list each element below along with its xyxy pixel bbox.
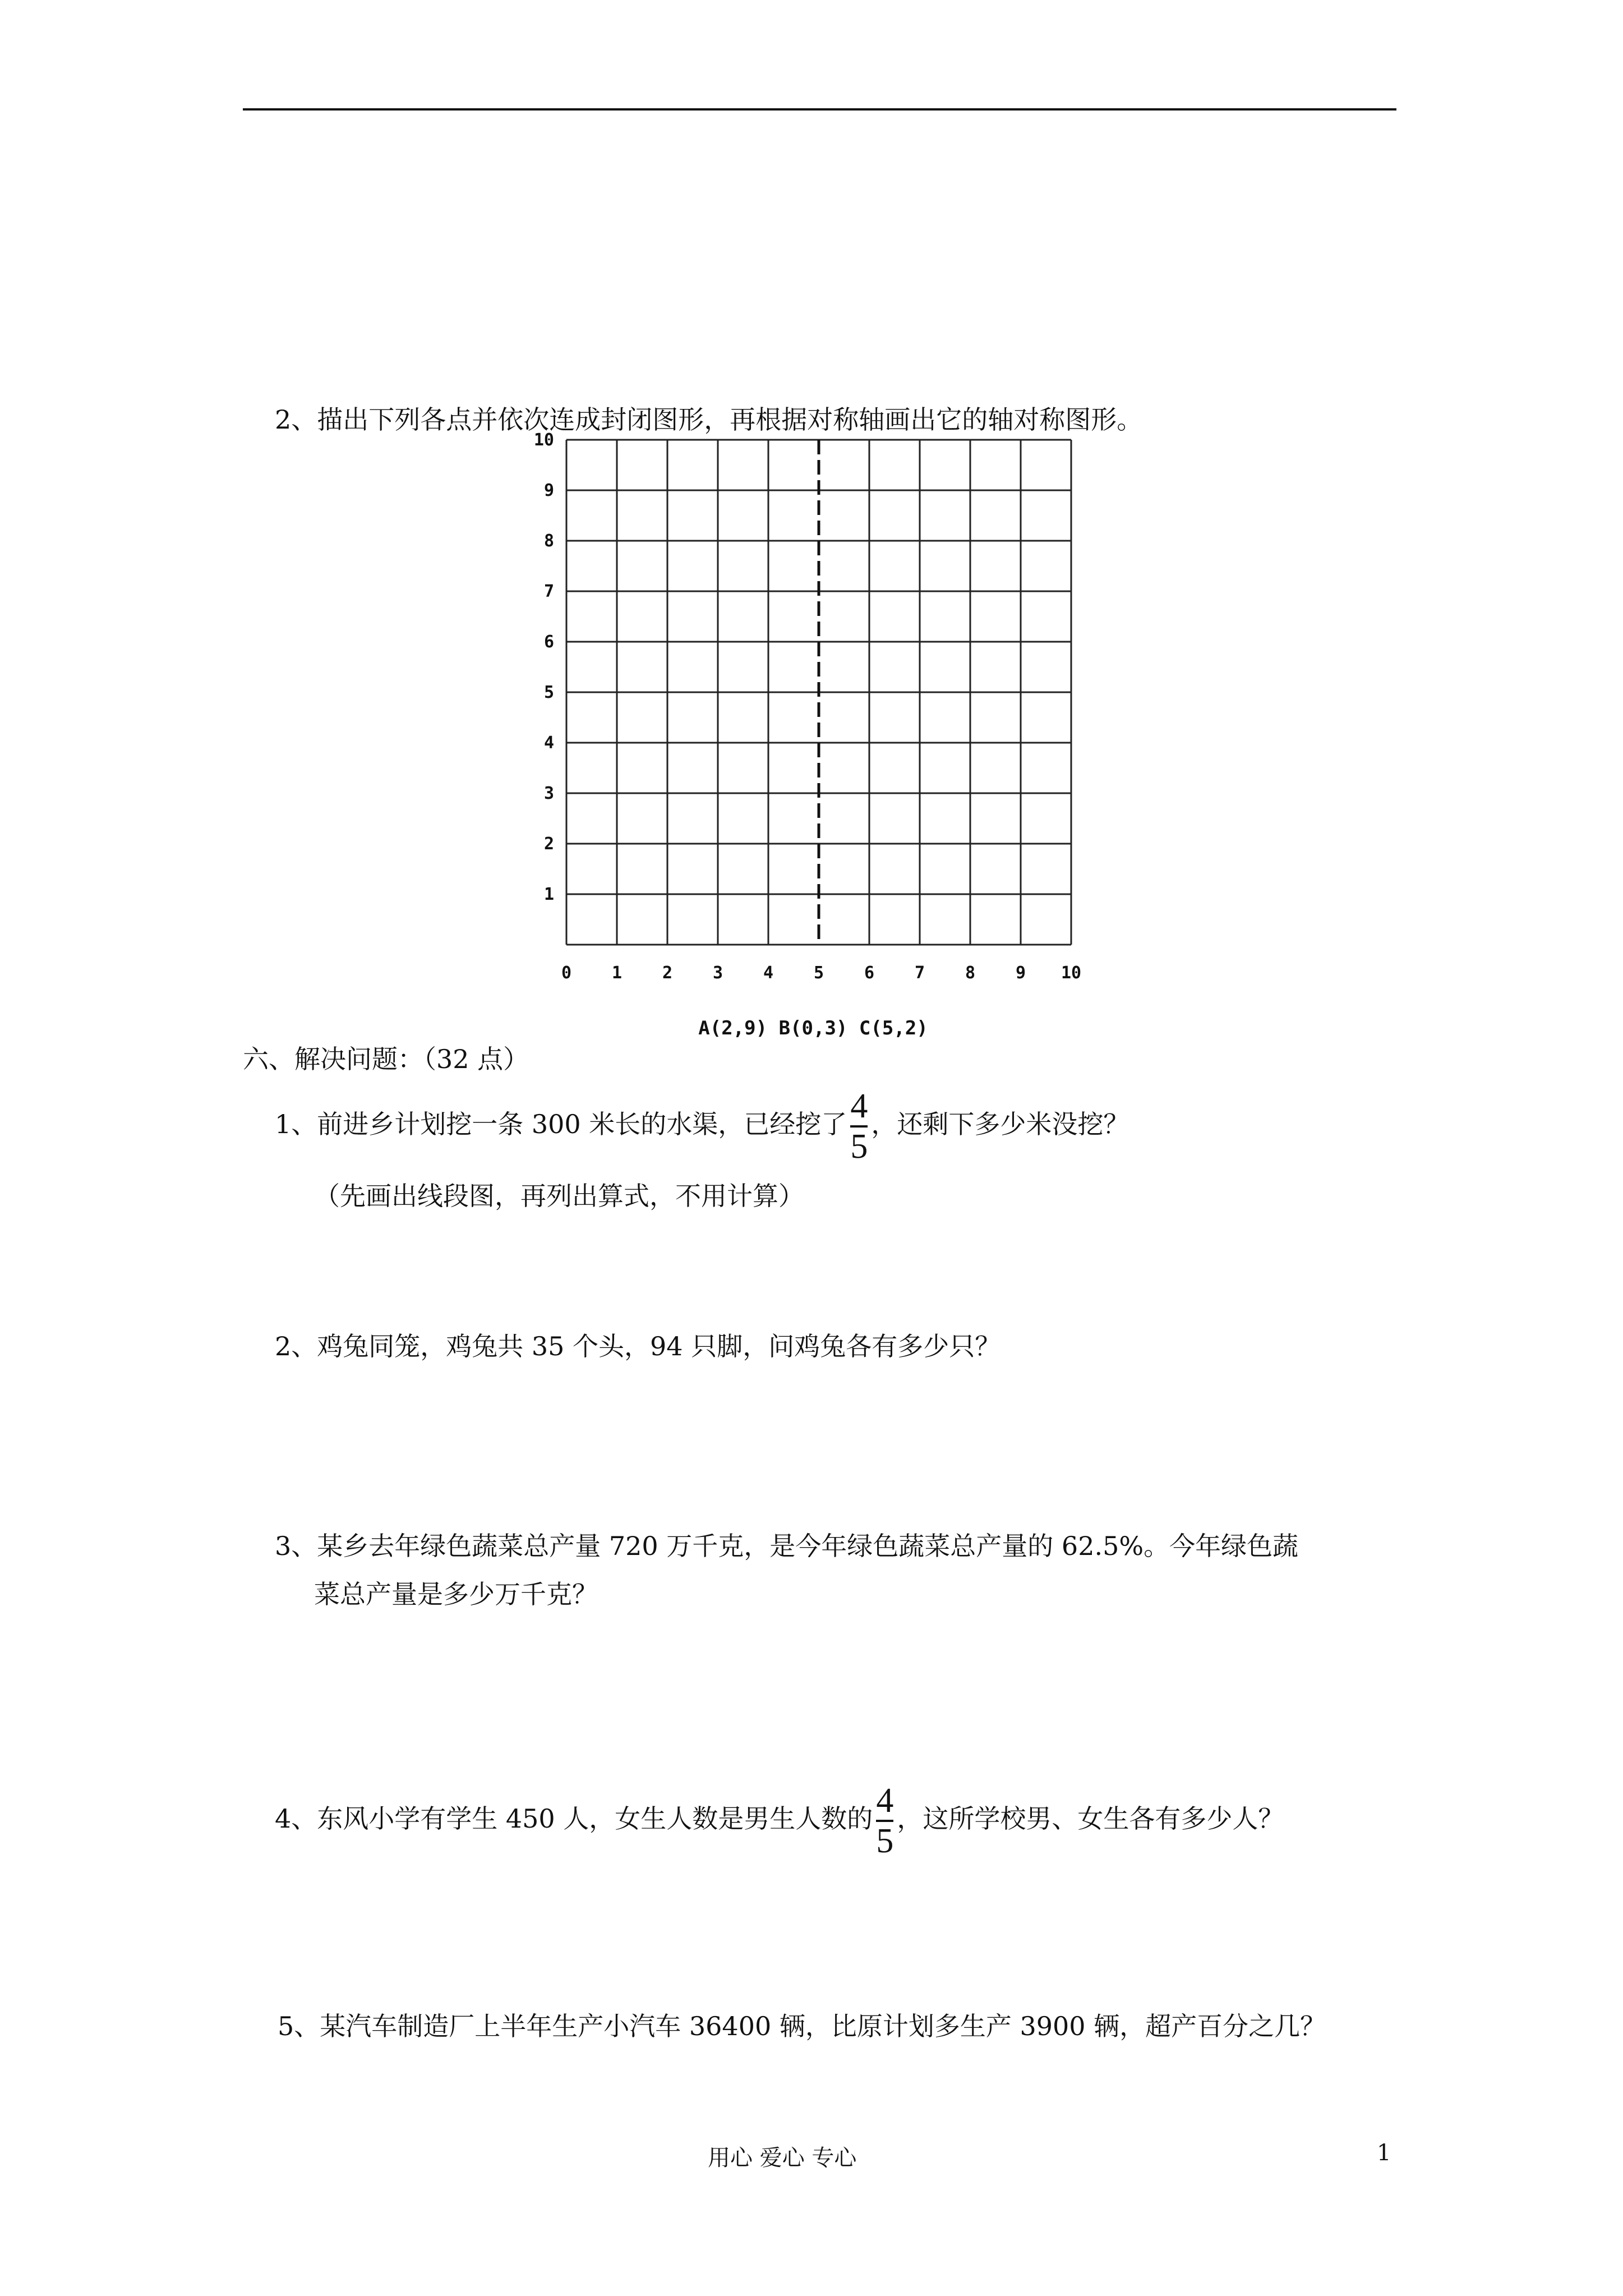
question-1 [275,1088,1129,1165]
y-tick-label: 8 [543,531,554,551]
question-4-fraction [876,1783,893,1859]
exercise-2-instruction: 2、描出下列各点并依次连成封闭图形，再根据对称轴画出它的轴对称图形。 [275,404,1143,435]
y-tick-label: 7 [543,582,554,601]
y-tick-label: 9 [543,481,554,500]
question-4 [275,1783,1284,1859]
fraction-numerator: 4 [876,1782,894,1820]
fraction-denominator: 5 [876,1822,894,1860]
coordinate-grid [527,430,1099,1039]
header-rule [243,108,1396,111]
x-tick-label: 10 [1061,963,1082,983]
question-4-text-after: ，这所学校男、女生各有多少人？ [897,1803,1284,1834]
y-tick-label: 4 [543,733,554,753]
points-caption: A(2,9) B(0,3) C(5,2) [698,1017,928,1039]
x-tick-label: 8 [965,963,976,983]
y-tick-label: 5 [543,683,554,702]
x-tick-label: 2 [662,963,673,983]
y-tick-label: 1 [543,885,554,904]
x-tick-label: 5 [813,963,824,983]
fraction-numerator: 4 [850,1087,868,1125]
y-tick-label: 3 [543,784,554,803]
fraction-denominator: 5 [850,1128,868,1166]
section-6-heading: 六、解决问题：（32 点） [243,1044,529,1074]
question-4-text-before: 4、东风小学有学生 450 人，女生人数是男生人数的 [275,1803,873,1834]
page-number: 1 [1377,2140,1391,2166]
y-tick-label: 2 [543,834,554,854]
question-3-line-2: 菜总产量是多少万千克？ [314,1579,598,1609]
question-1-note: （先画出线段图，再列出算式，不用计算） [314,1181,804,1211]
x-tick-label: 3 [712,963,723,983]
question-1-text-after: ，还剩下多少米没挖？ [871,1109,1129,1139]
x-tick-label: 0 [561,963,572,983]
x-tick-label: 1 [611,963,623,983]
question-2: 2、鸡兔同笼，鸡兔共 35 个头，94 只脚，问鸡兔各有多少只？ [275,1331,1001,1361]
y-tick-label: 10 [533,430,554,450]
question-5: 5、某汽车制造厂上半年生产小汽车 36400 辆，比原计划多生产 3900 辆，超产百分之几？ [278,2011,1326,2041]
x-tick-label: 7 [914,963,925,983]
question-1-text-before: 1、前进乡计划挖一条 300 米长的水渠，已经挖了 [275,1109,847,1139]
x-tick-label: 9 [1015,963,1026,983]
question-1-fraction [850,1088,868,1165]
x-tick-label: 6 [864,963,875,983]
x-tick-label: 4 [763,963,774,983]
footer-slogan: 用心 爱心 专心 [708,2145,857,2171]
question-3-line-1: 3、某乡去年绿色蔬菜总产量 720 万千克，是今年绿色蔬菜总产量的 62.5%。今年绿色蔬 [275,1531,1299,1561]
y-tick-label: 6 [543,632,554,652]
